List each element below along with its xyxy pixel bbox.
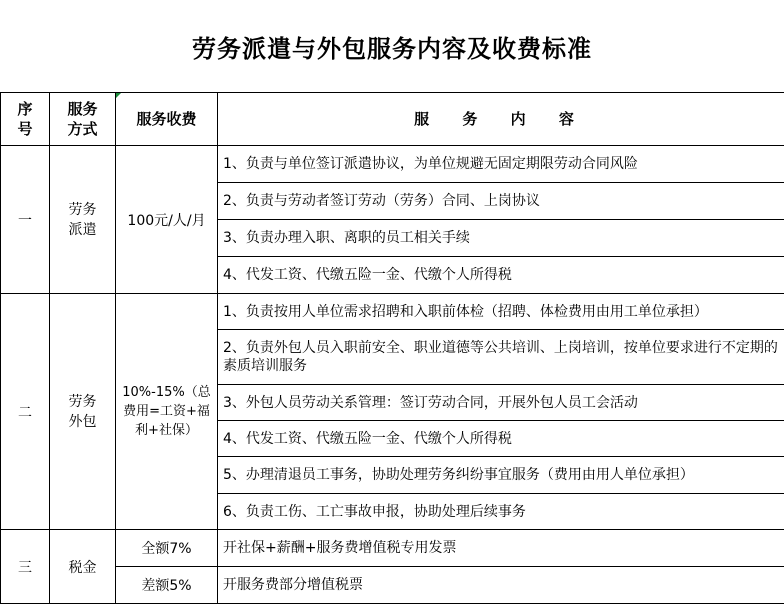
section-fee — [116, 294, 218, 530]
header-seq — [1, 93, 50, 146]
section-method: 税金 — [50, 530, 116, 604]
header-method-label: 服务方式 — [65, 99, 101, 139]
service-item: 1、负责与单位签订派遣协议，为单位规避无固定期限劳动合同风险 — [218, 146, 784, 183]
section-method-label: 劳务派遣 — [67, 200, 99, 240]
header-seq-label: 序号 — [15, 99, 35, 139]
section-seq: 二 — [1, 294, 50, 530]
service-item: 4、代发工资、代缴五险一金、代缴个人所得税 — [218, 257, 784, 294]
service-item: 4、代发工资、代缴五险一金、代缴个人所得税 — [218, 421, 784, 457]
section-method — [50, 294, 116, 530]
header-row — [1, 93, 784, 146]
service-item: 1、负责按用人单位需求招聘和入职前体检（招聘、体检费用由用工单位承担） — [218, 294, 784, 330]
tax-fee: 全额7% — [116, 530, 218, 567]
service-item: 6、负责工伤、工亡事故申报，协助处理后续事务 — [218, 494, 784, 530]
title-row — [0, 0, 784, 92]
tax-fee: 差额5% — [116, 567, 218, 604]
service-table — [0, 92, 784, 604]
page-title: 劳务派遣与外包服务内容及收费标准 — [192, 29, 592, 64]
section-seq: 三 — [1, 530, 50, 604]
header-fee: 服务收费 — [116, 93, 218, 146]
table-row — [1, 567, 784, 604]
service-item: 3、负责办理入职、离职的员工相关手续 — [218, 220, 784, 257]
table-row — [1, 294, 784, 330]
tax-content: 开服务费部分增值税票 — [218, 567, 784, 604]
service-item: 2、负责外包人员入职前安全、职业道德等公共培训、上岗培训，按单位要求进行不定期的素质培训服务 — [218, 330, 784, 385]
table-row — [1, 530, 784, 567]
service-item: 5、办理清退员工事务，协助处理劳务纠纷事宜服务（费用由用人单位承担） — [218, 457, 784, 494]
section-fee-label: 10%-15%（总费用=工资+福利+社保） — [116, 383, 217, 440]
header-method — [50, 93, 116, 146]
service-item: 3、外包人员劳动关系管理：签订劳动合同，开展外包人员工会活动 — [218, 385, 784, 421]
table-row — [1, 146, 784, 183]
section-method — [50, 146, 116, 294]
header-content: 服 务 内 容 — [218, 93, 784, 146]
tax-content: 开社保+薪酬+服务费增值税专用发票 — [218, 530, 784, 567]
section-method-label: 劳务外包 — [67, 392, 99, 432]
section-seq: 一 — [1, 146, 50, 294]
service-item: 2、负责与劳动者签订劳动（劳务）合同、上岗协议 — [218, 183, 784, 220]
section-fee: 100元/人/月 — [116, 146, 218, 294]
